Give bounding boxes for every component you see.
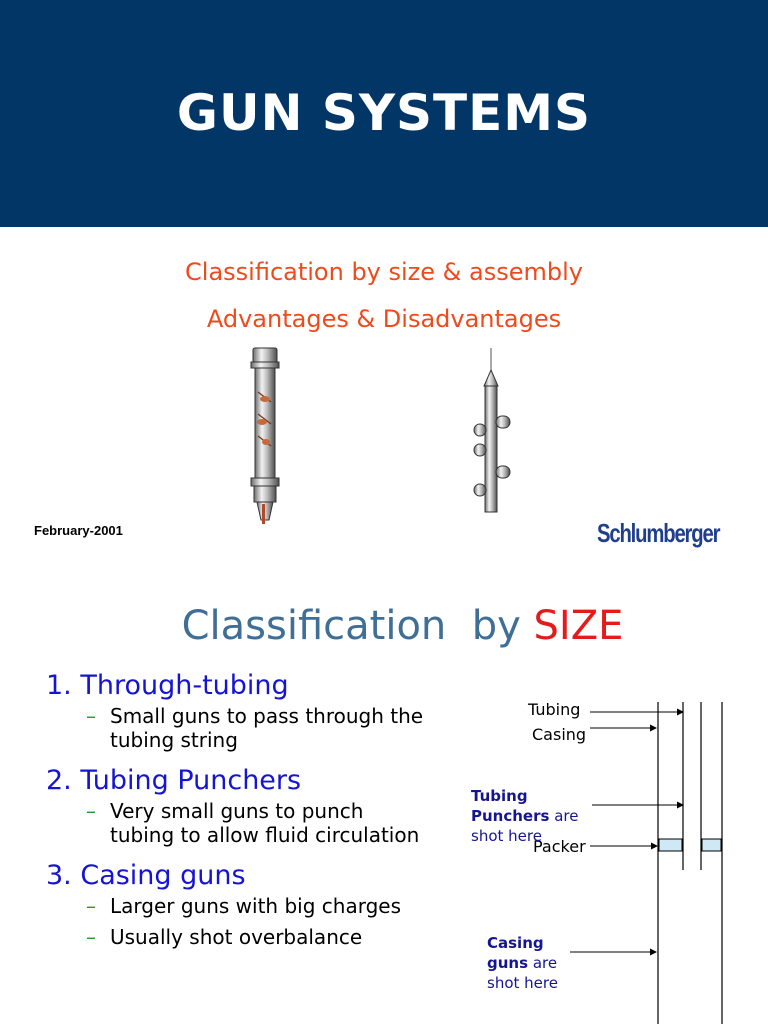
subtitle-line-1: Classification by size & assembly (185, 258, 583, 286)
list-heading-tubing-punchers: 2. Tubing Punchers (46, 765, 302, 796)
slide-2-title (0, 603, 768, 649)
presentation-date: February-2001 (34, 523, 123, 538)
title-banner (0, 0, 768, 227)
dash-marker: – (86, 925, 96, 949)
dash-marker: – (86, 894, 96, 918)
list-heading-casing-guns: 3. Casing guns (46, 860, 246, 891)
bullet-text: Usually shot overbalance (110, 925, 363, 949)
note-bold: Casing guns (487, 934, 544, 972)
list-heading-through-tubing: 1. Through-tubing (46, 670, 289, 701)
bullet-text: Small guns to pass through the tubing string (110, 704, 424, 752)
subtitle-line-2: Advantages & Disadvantages (206, 305, 562, 333)
bullet-text: Larger guns with big charges (110, 894, 401, 918)
hollow-carrier-gun-illustration (238, 344, 288, 530)
schlumberger-logo: Schlumberger (597, 518, 720, 548)
slide-title: GUN SYSTEMS (176, 84, 592, 142)
casing-guns-note (487, 933, 567, 993)
dash-marker: – (86, 704, 96, 728)
list-bullet (46, 894, 426, 918)
title-lead: Classification by (181, 603, 521, 649)
note-rest: are shot here (471, 807, 579, 845)
tubing-label: Tubing (528, 700, 581, 719)
list-bullet (46, 925, 426, 949)
note-bold: Tubing Punchers (471, 787, 550, 825)
dash-marker: – (86, 799, 96, 823)
list-bullet (46, 799, 426, 847)
tubing-punchers-note (471, 786, 601, 846)
wellbore-diagram (590, 700, 730, 1024)
list-bullet (46, 704, 426, 752)
title-accent: SIZE (533, 603, 624, 649)
note-rest: are shot here (487, 954, 558, 992)
bullet-text: Very small guns to punch tubing to allow fluid circulation (110, 799, 420, 847)
size-classification-list (46, 668, 426, 949)
strip-gun-illustration (466, 348, 516, 512)
packer-label: Packer (533, 837, 586, 856)
casing-label: Casing (532, 725, 587, 744)
